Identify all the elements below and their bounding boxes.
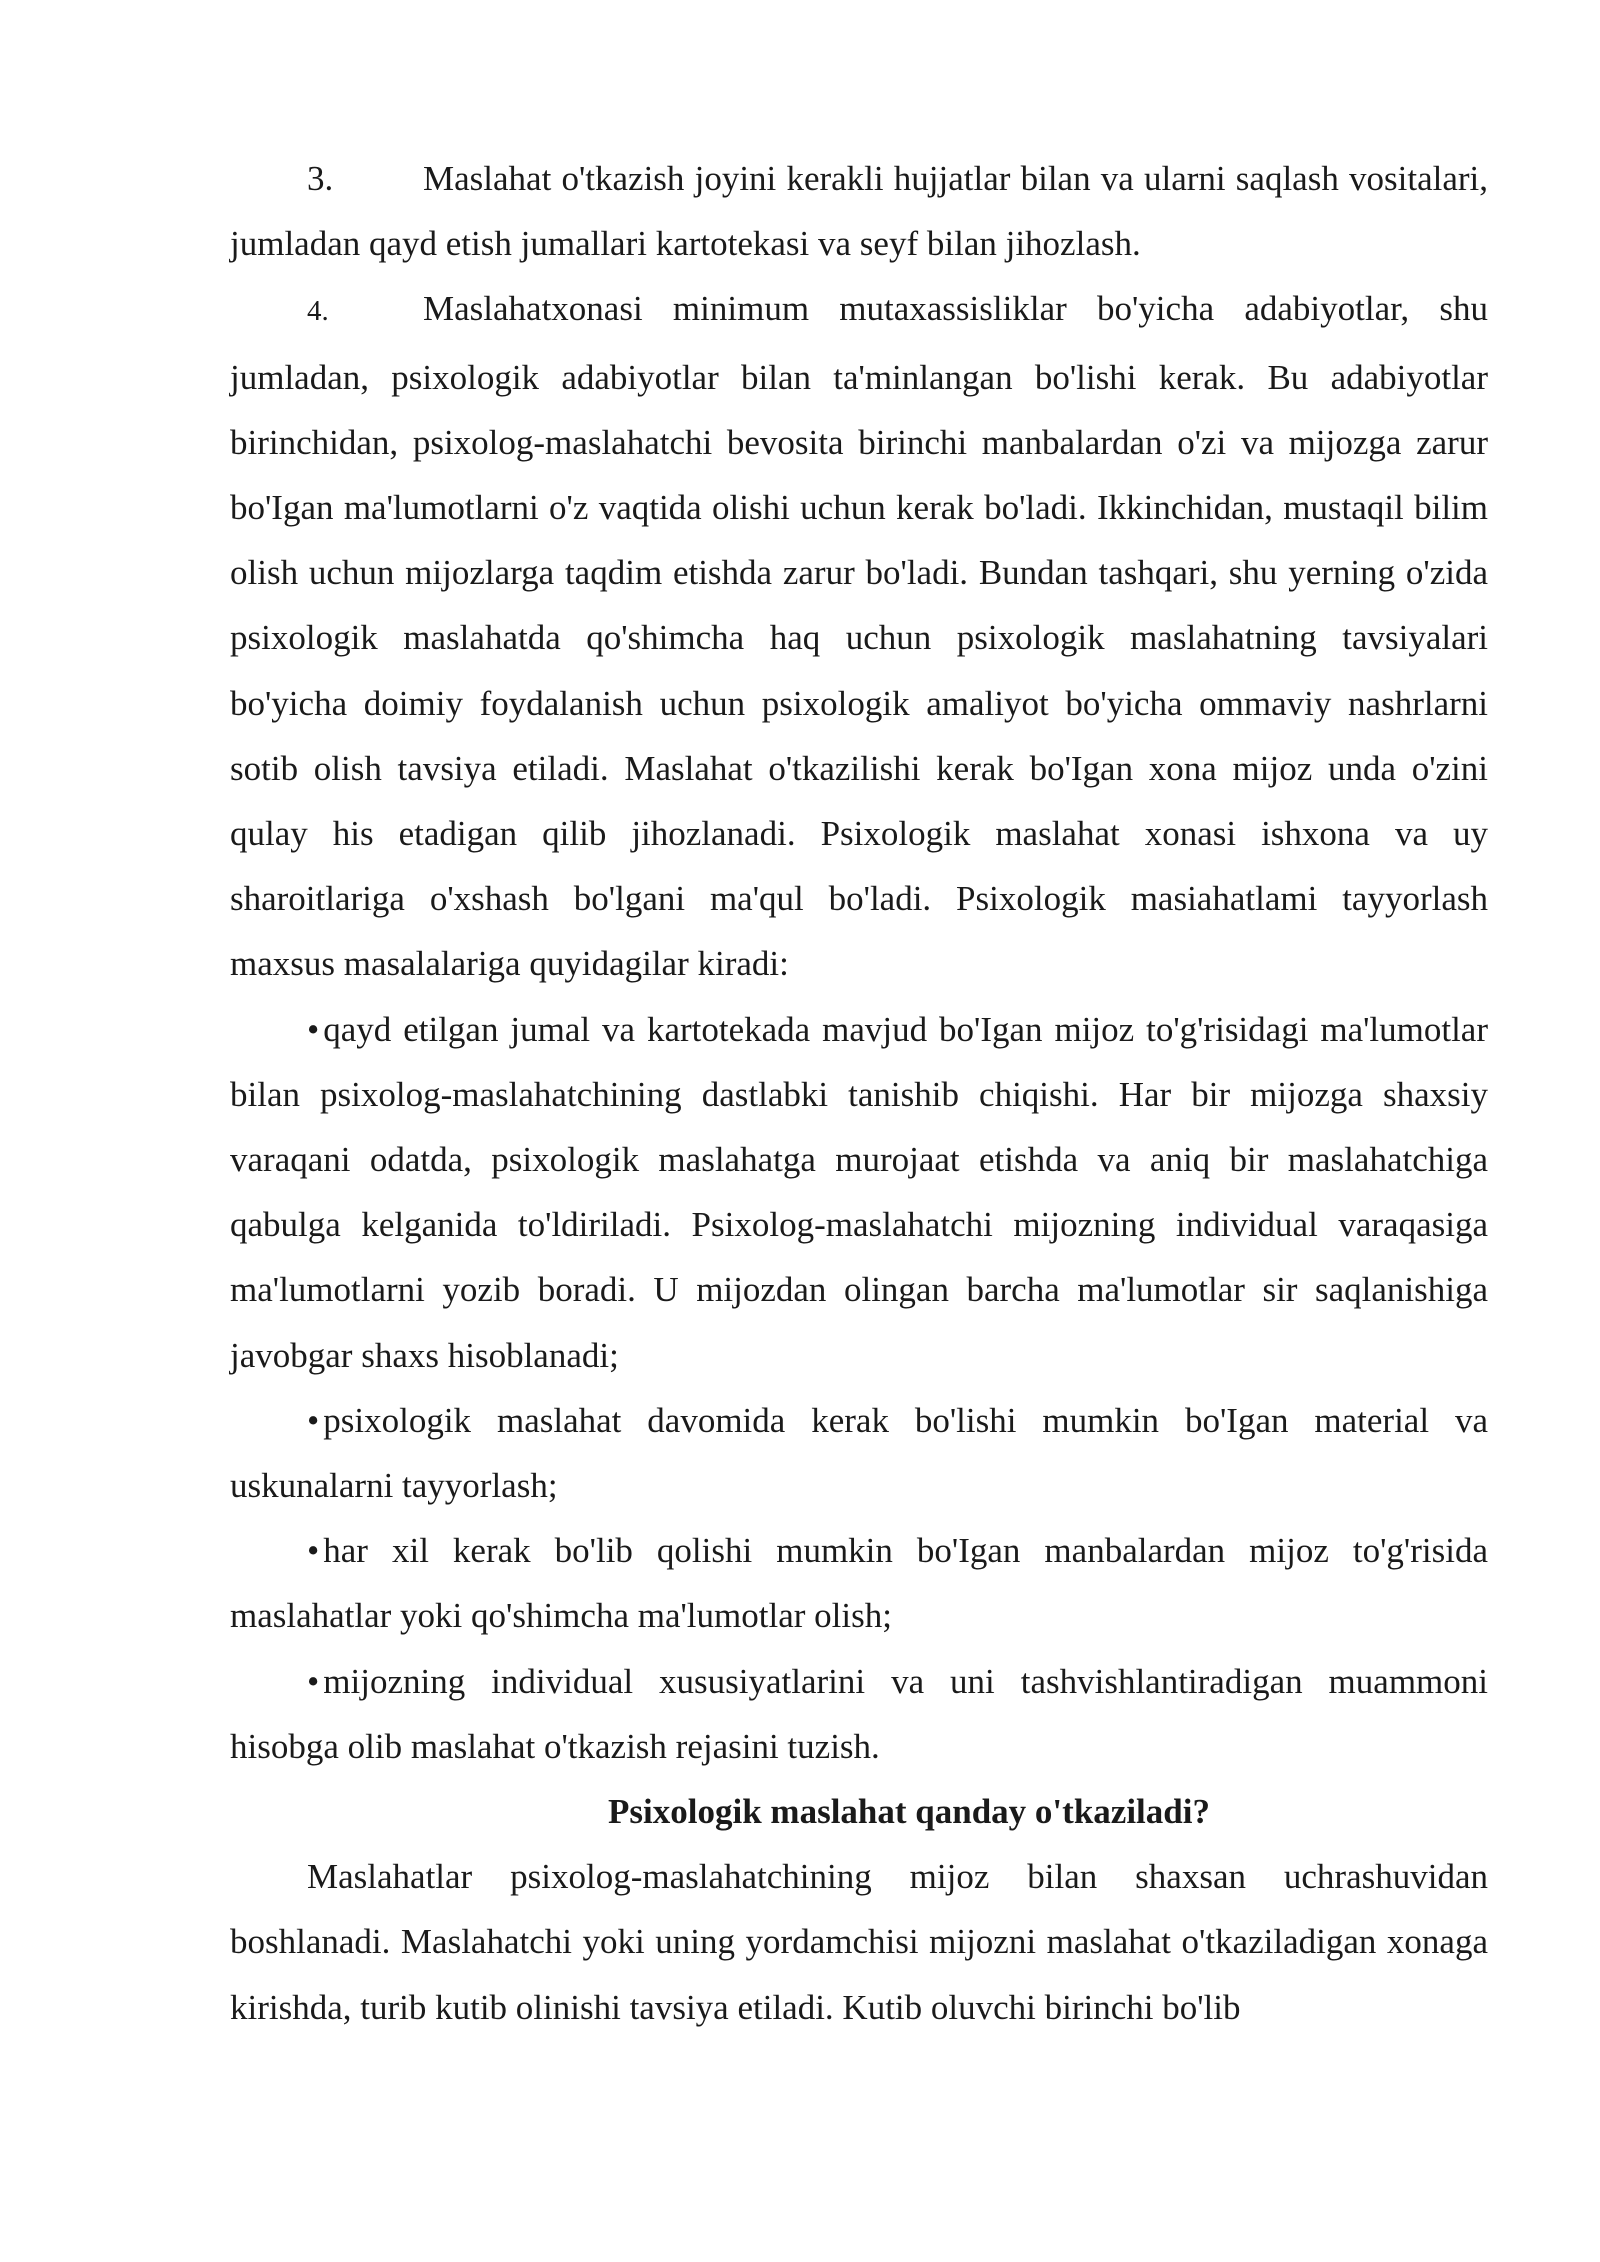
bullet-text: mijozning individual xususiyatlarini va uni tashvishlantiradigan muammoni hisobga olib maslahat o'tkazish rejasini tuzish.: [230, 1661, 1488, 1766]
item-text: Maslahat o'tkazish joyini kerakli hujjatlar bilan va ularni saqlash vositalari, jumladan qayd etish jumallari kartotekasi va seyf bilan jihozlash.: [230, 159, 1488, 264]
bullet-item: [230, 1518, 1488, 1648]
numbered-item-3: [230, 146, 1488, 276]
item-text: Maslahatxonasi minimum mutaxassisliklar bo'yicha adabiyotlar, shu jumladan, psixologik adabiyotlar bilan ta'minlangan bo'lishi kerak. Bu adabiyotlar birinchidan, psixolog-maslahatchi bevosita birinchi manbalardan o'zi va mijozga zarur bo'Igan ma'lumotlarni o'z vaqtida olishi uchun kerak bo'ladi. Ikkinchidan, mustaqil bilim olish uchun mijozlarga taqdim etishda zarur bo'ladi. Bundan tashqari, shu yerning o'zida psixologik maslahatda qo'shimcha haq uchun psixologik maslahatning tavsiyalari bo'yicha doimiy foydalanish uchun psixologik amaliyot bo'yicha ommaviy nashrlarni sotib olish tavsiya etiladi. Maslahat o'tkazilishi kerak bo'Igan xona mijoz unda o'zini qulay his etadigan qilib jihozlanadi. Psixologik maslahat xonasi ishxona va uy sharoitlariga o'xshash bo'lgani ma'qul bo'ladi. Psixologik masiahatlami tayyorlash maxsus masalalariga quyidagilar kiradi:: [230, 289, 1488, 984]
item-number: 3.: [307, 159, 334, 198]
bullet-item: [230, 997, 1488, 1388]
bullet-item: [230, 1388, 1488, 1518]
document-page: [230, 146, 1488, 2040]
section-heading: Psixologik maslahat qanday o'tkaziladi?: [608, 1792, 1210, 1832]
bullet-text: har xil kerak bo'lib qolishi mumkin bo'Igan manbalardan mijoz to'g'risida maslahatlar yoki qo'shimcha ma'lumotlar olish;: [230, 1531, 1488, 1636]
bullet-item: [230, 1649, 1488, 1779]
bullet-icon: •: [307, 1400, 320, 1440]
bullet-text: qayd etilgan jumal va kartotekada mavjud bo'Igan mijoz to'g'risidagi ma'lumotlar bilan psixolog-maslahatchining dastlabki tanishib chiqishi. Har bir mijozga shaxsiy varaqani odatda, psixologik maslahatga murojaat etishda va aniq bir maslahatchiga qabulga kelganida to'ldiriladi. Psixolog-maslahatchi mijozning individual varaqasiga ma'lumotlarni yozib boradi. U mijozdan olingan barcha ma'lumotlar sir saqlanishiga javobgar shaxs hisoblanadi;: [230, 1009, 1488, 1375]
bullet-icon: •: [307, 1009, 320, 1049]
bullet-icon: •: [307, 1531, 320, 1571]
body-paragraph: Maslahatlar psixolog-maslahatchining mijoz bilan shaxsan uchrashuvidan boshlanadi. Maslahatchi yoki uning yordamchisi mijozni maslahat o'tkaziladigan xonaga kirishda, turib kutib olinishi tavsiya etiladi. Kutib oluvchi birinchi bo'lib: [230, 1857, 1488, 2027]
bullet-text: psixologik maslahat davomida kerak bo'lishi mumkin bo'Igan material va uskunalarni tayyorlash;: [230, 1400, 1488, 1506]
bullet-icon: •: [307, 1661, 320, 1701]
item-number: 4.: [307, 295, 329, 328]
numbered-item-4: [230, 276, 1488, 996]
